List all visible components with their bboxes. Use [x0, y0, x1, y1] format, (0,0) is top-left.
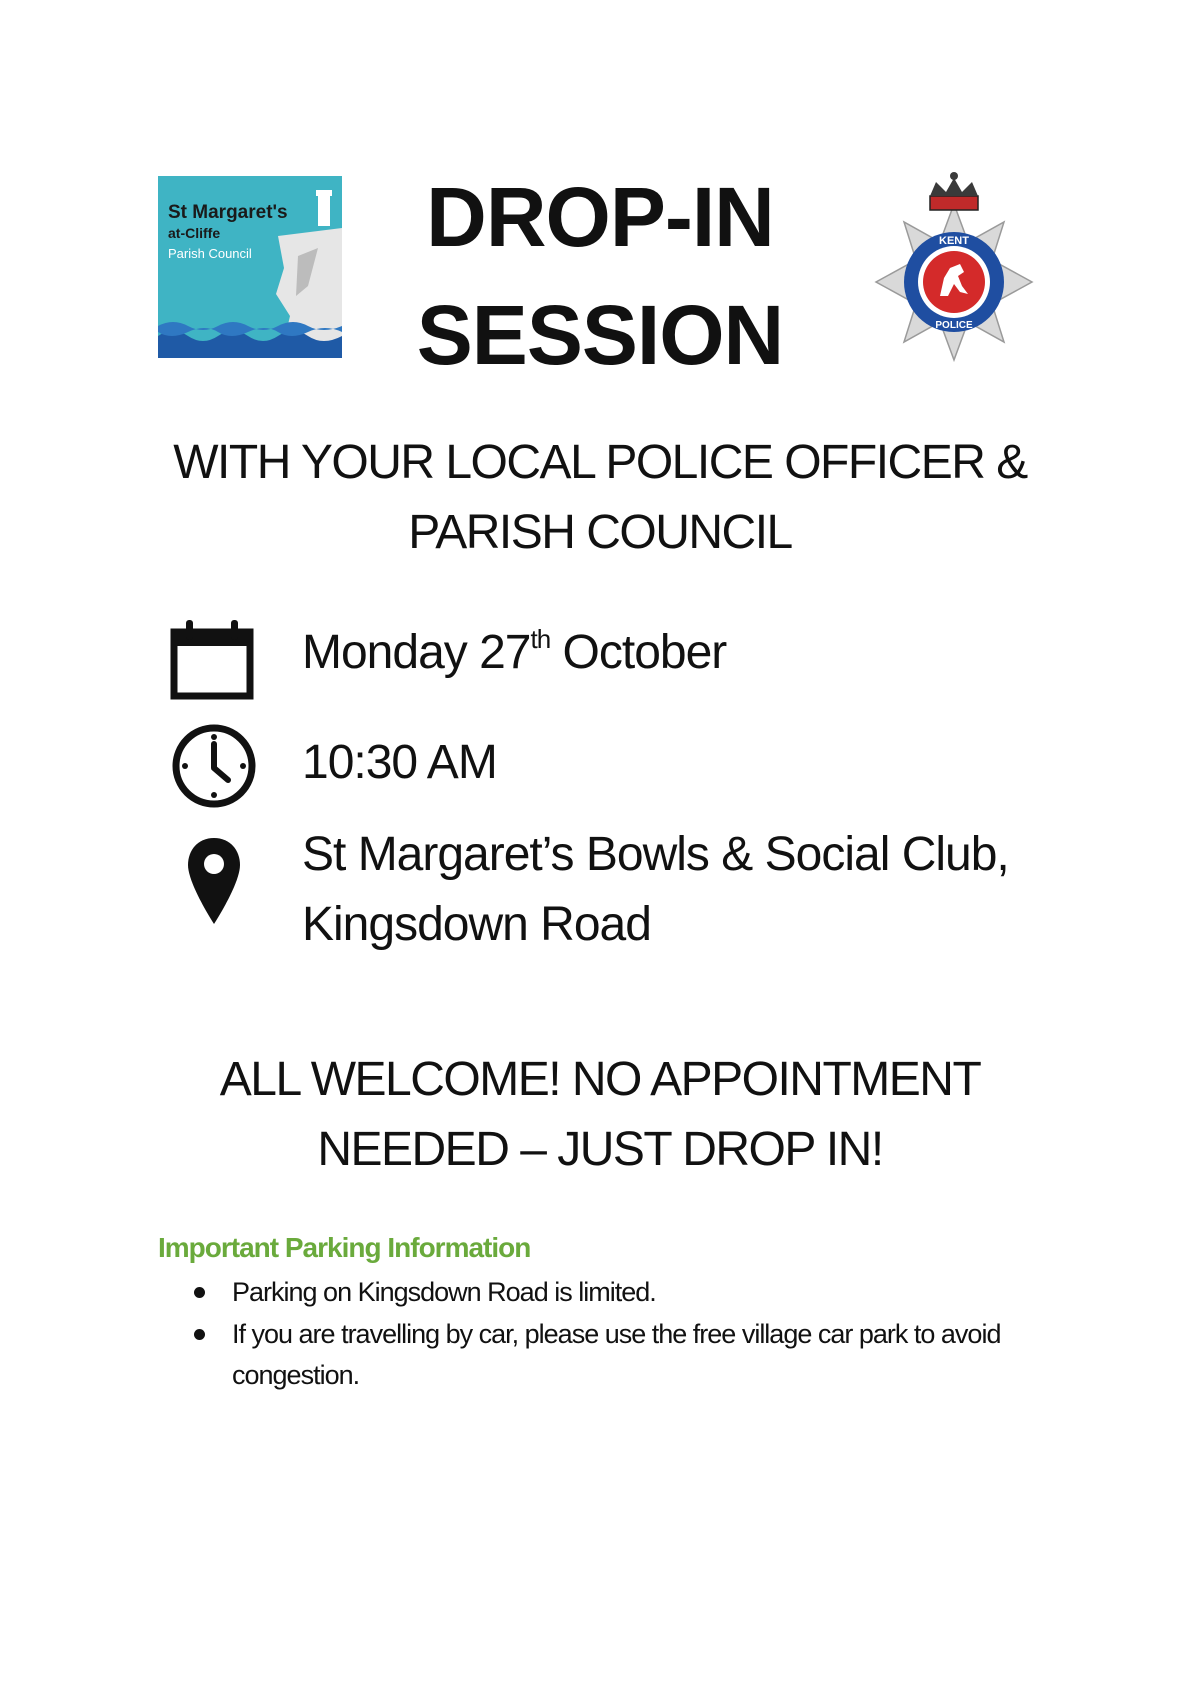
- bullet-icon: [194, 1329, 205, 1340]
- crown-icon: [930, 172, 978, 210]
- parking-list: [200, 1272, 1080, 1397]
- kent-police-logo: [862, 170, 1046, 370]
- police-ring-top: KENT: [939, 235, 969, 247]
- page-title: [370, 158, 830, 394]
- welcome-message: [100, 1045, 1100, 1185]
- parish-logo-line1: St Margaret's: [168, 202, 288, 223]
- date-ordinal: th: [530, 624, 551, 654]
- parking-item-1: Parking on Kingsdown Road is limited.: [232, 1277, 656, 1307]
- parish-logo-line3: Parish Council: [168, 246, 252, 261]
- parish-logo-line2: at-Cliffe: [168, 225, 221, 241]
- location-line-1: St Margaret’s Bowls & Social Club,: [302, 828, 1009, 881]
- event-date: [302, 618, 726, 688]
- clock-icon: [170, 722, 258, 810]
- subtitle-line-2: PARISH COUNCIL: [408, 506, 792, 559]
- welcome-line-1: ALL WELCOME! NO APPOINTMENT: [219, 1053, 981, 1106]
- calendar-icon: [170, 618, 254, 700]
- date-month: October: [550, 626, 727, 679]
- location-line-2: Kingsdown Road: [302, 898, 651, 951]
- welcome-line-2: NEEDED – JUST DROP IN!: [317, 1123, 883, 1176]
- parish-council-logo: [158, 176, 342, 358]
- subtitle: [100, 428, 1100, 568]
- map-pin-icon: [186, 836, 242, 926]
- police-ring-bottom: POLICE: [935, 320, 973, 331]
- title-line-1: DROP-IN: [426, 170, 774, 264]
- title-line-2: SESSION: [416, 288, 784, 382]
- list-item: [200, 1272, 1080, 1313]
- bullet-icon: [194, 1287, 205, 1298]
- date-day: Monday 27: [302, 626, 531, 679]
- list-item: [200, 1314, 1080, 1396]
- parking-item-2: If you are travelling by car, please use the free village car park to avoid congestion.: [232, 1319, 1001, 1390]
- parking-heading: Important Parking Information: [158, 1232, 531, 1263]
- event-time: 10:30 AM: [302, 736, 497, 789]
- subtitle-line-1: WITH YOUR LOCAL POLICE OFFICER &: [173, 436, 1027, 489]
